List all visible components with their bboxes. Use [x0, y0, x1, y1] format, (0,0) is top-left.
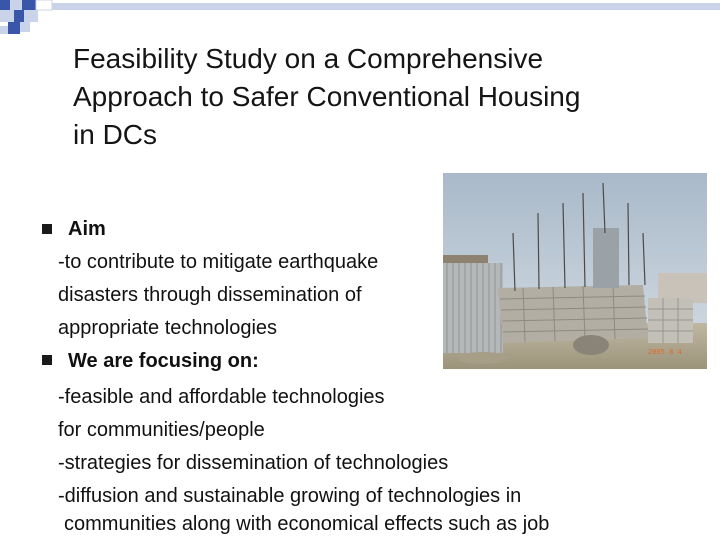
header-decoration: [0, 0, 720, 40]
bullet-text: -strategies for dissemination of technologies: [58, 452, 449, 474]
title-line: Feasibility Study on a Comprehensive: [73, 43, 544, 74]
bullet-text: -to contribute to mitigate earthquake: [58, 251, 379, 273]
bullet-text: for communities/people: [58, 419, 265, 441]
bullet-text: -diffusion and sustainable growing of technologies in: [58, 485, 522, 507]
bullet-marker: [42, 224, 52, 234]
bullet-heading-aim: Aim: [68, 218, 106, 240]
bullet-text: disasters through dissemination of: [58, 284, 362, 306]
slide-title: [73, 40, 693, 154]
photo-date-stamp: 2005 8 4: [648, 348, 682, 356]
bullet-heading-focus: We are focusing on:: [68, 350, 259, 372]
title-line: Approach to Safer Conventional Housing: [73, 81, 581, 112]
construction-site-photo: [443, 173, 707, 369]
title-line: in DCs: [73, 119, 158, 150]
bullet-text: appropriate technologies: [58, 317, 278, 339]
bullet-text: -feasible and affordable technologies: [58, 386, 385, 408]
bullet-marker: [42, 355, 52, 365]
bullet-text: communities along with economical effects such as job: [64, 513, 550, 535]
